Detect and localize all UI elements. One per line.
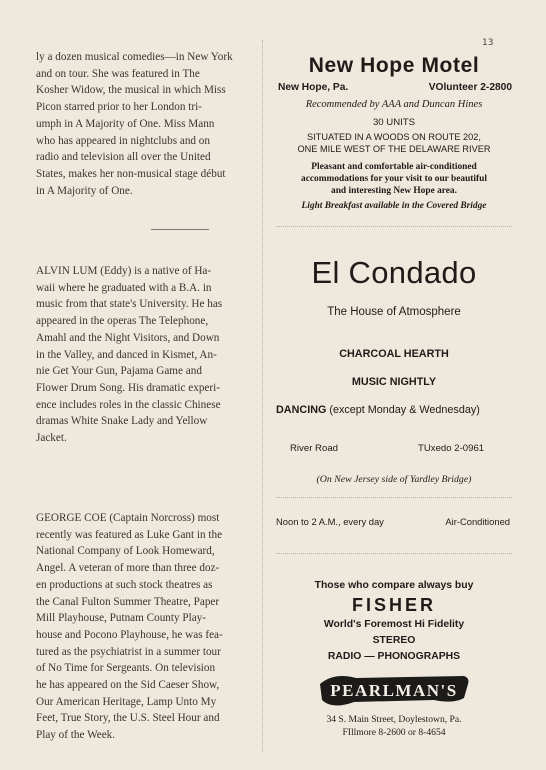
bio-line: tured as the psychiatrist in a summer tour [36,645,221,658]
fisher-brand: FISHER [351,595,436,615]
bio-line: music from that state's University. He has [36,298,223,311]
ad-separator [276,226,512,227]
bio-line: appeared in the operas The Telephone, [36,315,209,328]
el-condado-dancing-bold: DANCING [276,404,327,416]
bio-line: Amahl and the Night Visitors, and Down [36,331,220,344]
el-condado-phone: TUxedo 2-0961 [418,443,485,454]
motel-recommendation: Recommended by AAA and Duncan Hines [305,99,483,110]
page-number: 13 [482,38,494,48]
el-condado-feature: MUSIC NIGHTLY [351,376,437,388]
motel-units: 30 UNITS [372,117,416,128]
motel-phone: VOlunteer 2-2800 [428,82,512,93]
fisher-line: STEREO [372,635,416,646]
bio-line: en productions at such stock theatres as [36,578,213,591]
bio-line: ALVIN LUM (Eddy) is a native of Ha- [36,265,212,277]
pearlmans-address [276,714,512,739]
bio-line: he has appeared on the Sid Caeser Show, [36,679,220,692]
el-condado-note: (On New Jersey side of Yardley Bridge) [316,474,472,485]
bio-line: and on tour. She was featured in The [36,67,200,80]
bio-line: Our American Heritage, Lamp Unto My [36,695,217,708]
el-condado-air-conditioned: Air-Conditioned [445,516,510,527]
motel-desc-line: accommodations for your visit to our beautiful [301,174,487,184]
motel-situation-line: ONE MILE WEST OF THE DELAWARE RIVER [297,144,491,154]
bio-line: nie Get Your Gun, Pajama Game and [36,365,202,378]
motel-title: New Hope Motel [308,54,480,77]
el-condado-address: River Road [290,443,338,454]
fisher-line: World's Foremost Hi Fidelity [323,619,465,630]
motel-location: New Hope, Pa. [278,82,349,93]
section-rule [151,229,209,230]
bio-line: the Canal Fulton Summer Theatre, Paper [36,595,220,608]
pearlmans-street: 34 S. Main Street, Doylestown, Pa. [326,714,462,725]
el-condado-title: El Condado [311,255,477,290]
ad-separator [276,553,512,554]
bio-line: waii where he graduated with a B.A. in [36,281,212,294]
bio-line: dramas White Snake Lady and Yellow [36,415,208,428]
pearlmans-logo-text: PEARLMAN'S [330,681,458,700]
bio-line: ly a dozen musical comedies—in New York [36,51,233,63]
ad-separator [276,497,512,498]
bio-line: Angel. A veteran of more than three doz- [36,562,220,575]
bio-line: GEORGE COE (Captain Norcross) most [36,512,220,524]
motel-desc-line: Pleasant and comfortable air-conditioned [311,162,477,172]
fisher-line: RADIO — PHONOGRAPHS [327,651,461,662]
motel-breakfast: Light Breakfast available in the Covered Bridge [301,201,487,211]
bio-line: house and Pocono Playhouse, he was fea- [36,628,223,641]
bio-line: Jacket. [36,432,67,445]
bio-line: Play of the Week. [36,729,116,742]
bio-line: Kosher Widow, the musical in which Miss [36,84,226,97]
el-condado-feature: CHARCOAL HEARTH [339,348,449,360]
bio-line: National Company of Look Homeward, [36,545,215,558]
el-condado-hours: Noon to 2 A.M., every day [276,516,384,527]
pearlmans-logo [314,670,474,710]
bio-line: recently was featured as Luke Gant in the [36,528,223,541]
bio-line: umph in A Majority of One. Miss Mann [36,117,215,130]
bio-line: States, makes her non-musical stage début [36,167,226,180]
fisher-tagline: Those who compare always buy [314,580,474,591]
motel-situation [276,131,512,155]
bio-line: Mill Playhouse, Putnam County Play- [36,612,206,625]
pearlmans-phones: FIllmore 8-2600 or 8-4654 [342,726,446,738]
bio-line: who has appeared in nightclubs and on [36,134,210,147]
bio-paragraph-lum [36,263,264,447]
el-condado-dancing-rest: (except Monday & Wednesday) [326,404,480,416]
bio-line: of No Time for Sergeants. On television [36,662,216,675]
bio-line: Feet, True Story, the U.S. Steel Hour and [36,712,220,725]
bio-line: in A Majority of One. [36,184,133,197]
motel-desc-line: and interesting New Hope area. [331,186,457,196]
bio-paragraph-coe [36,510,264,744]
bio-line: radio and television all over the United [36,151,211,164]
bio-line: in the Valley, and danced in Kismet, An- [36,348,217,361]
motel-description [276,161,512,197]
el-condado-dancing [276,404,516,416]
motel-situation-line: SITUATED IN A WOODS ON ROUTE 202, [307,132,481,142]
bio-line: Picon starred prior to her London tri- [36,101,202,114]
bio-paragraph-mann [36,49,264,199]
el-condado-subtitle: The House of Atmosphere [327,306,461,318]
bio-line: ence includes roles in the classic Chinese [36,398,221,411]
bio-line: Flower Drum Song. His dramatic experi- [36,381,220,394]
